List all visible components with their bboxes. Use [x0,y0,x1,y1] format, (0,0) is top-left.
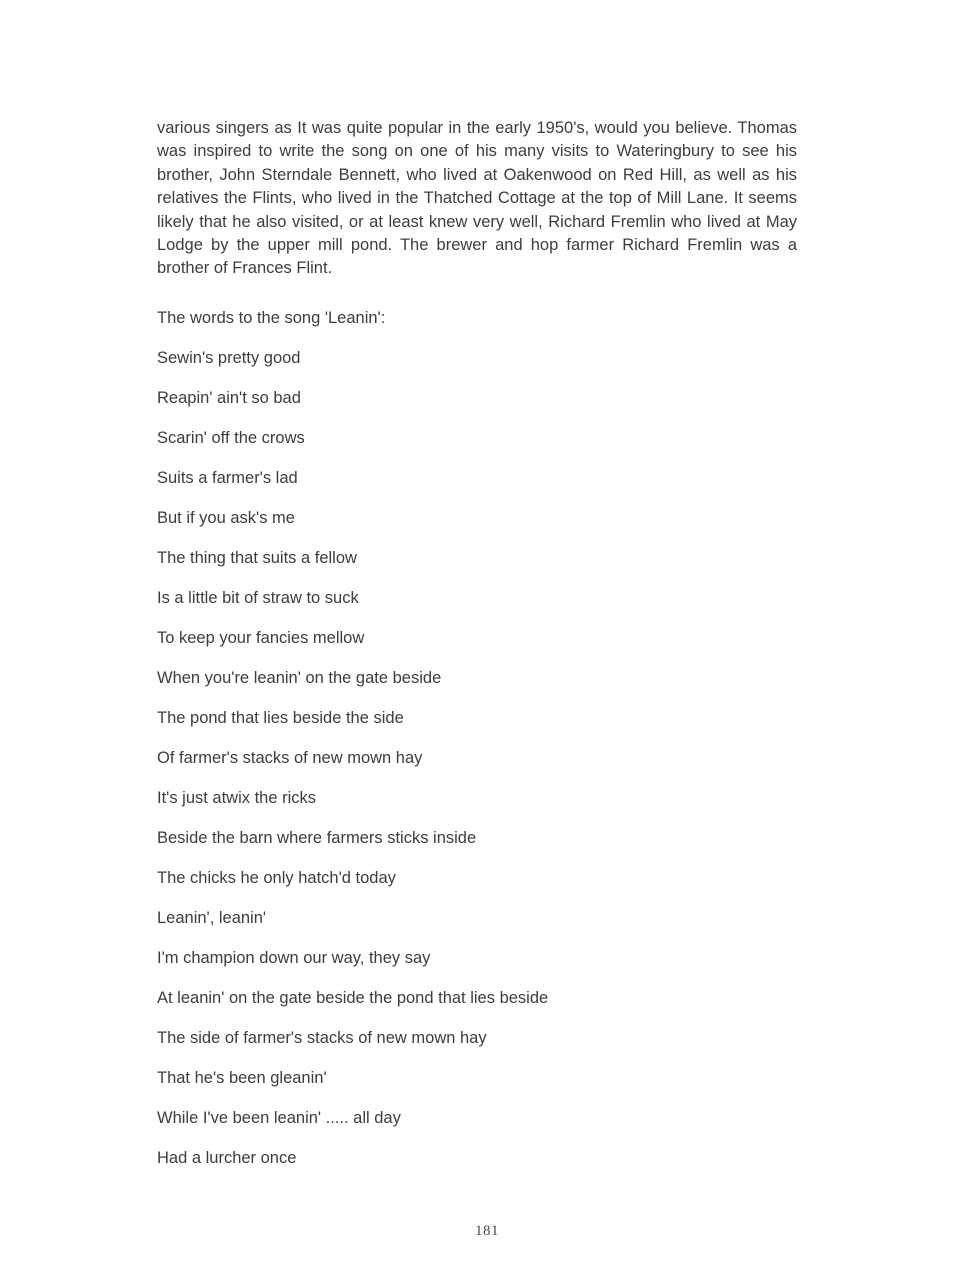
lyrics-intro-line: The words to the song 'Leanin': [157,308,386,327]
intro-paragraph: various singers as It was quite popular in the early 1950's, would you believe. Thomas was inspired to write the song on one of his many visits to Wateringbury to see his brother, John Sterndale Bennett, who lived at Oakenwood on Red Hill, as well as his relatives the Flints, who lived in the Thatched Cottage at the top of Mill Lane. It seems likely that he also visited, or at least knew very well, Richard Fremlin who lived at May Lodge by the upper mill pond. The brewer and hop farmer Richard Fremlin was a brother of Frances Flint. [157,119,797,278]
lyric-line: The thing that suits a fellow [157,548,357,567]
lyric-line: At leanin' on the gate beside the pond that lies beside [157,988,549,1007]
lyric-line: The side of farmer's stacks of new mown hay [157,1028,487,1047]
lyric-line: The pond that lies beside the side [157,708,404,727]
lyric-line: That he's been gleanin' [157,1068,327,1087]
lyric-line: Reapin' ain't so bad [157,388,301,407]
lyric-line: But if you ask's me [157,508,295,527]
page-number: 181 [475,1223,499,1239]
lyric-line: Sewin's pretty good [157,348,301,367]
lyric-line: I'm champion down our way, they say [157,948,431,967]
lyrics-block [157,338,797,1178]
lyric-line: Leanin', leanin' [157,908,267,927]
lyric-line: It's just atwix the ricks [157,788,317,807]
page-content [157,117,797,1178]
lyric-line: While I've been leanin' ..... all day [157,1108,401,1127]
page-footer [0,1222,954,1240]
lyric-line: Is a little bit of straw to suck [157,588,359,607]
lyric-line: The chicks he only hatch'd today [157,868,396,887]
lyric-line: When you're leanin' on the gate beside [157,668,442,687]
lyric-line: Had a lurcher once [157,1148,297,1167]
lyric-line: Beside the barn where farmers sticks inside [157,828,477,847]
lyric-line: Suits a farmer's lad [157,468,298,487]
lyric-line: To keep your fancies mellow [157,628,365,647]
lyric-line: Of farmer's stacks of new mown hay [157,748,423,767]
lyric-line: Scarin' off the crows [157,428,305,447]
